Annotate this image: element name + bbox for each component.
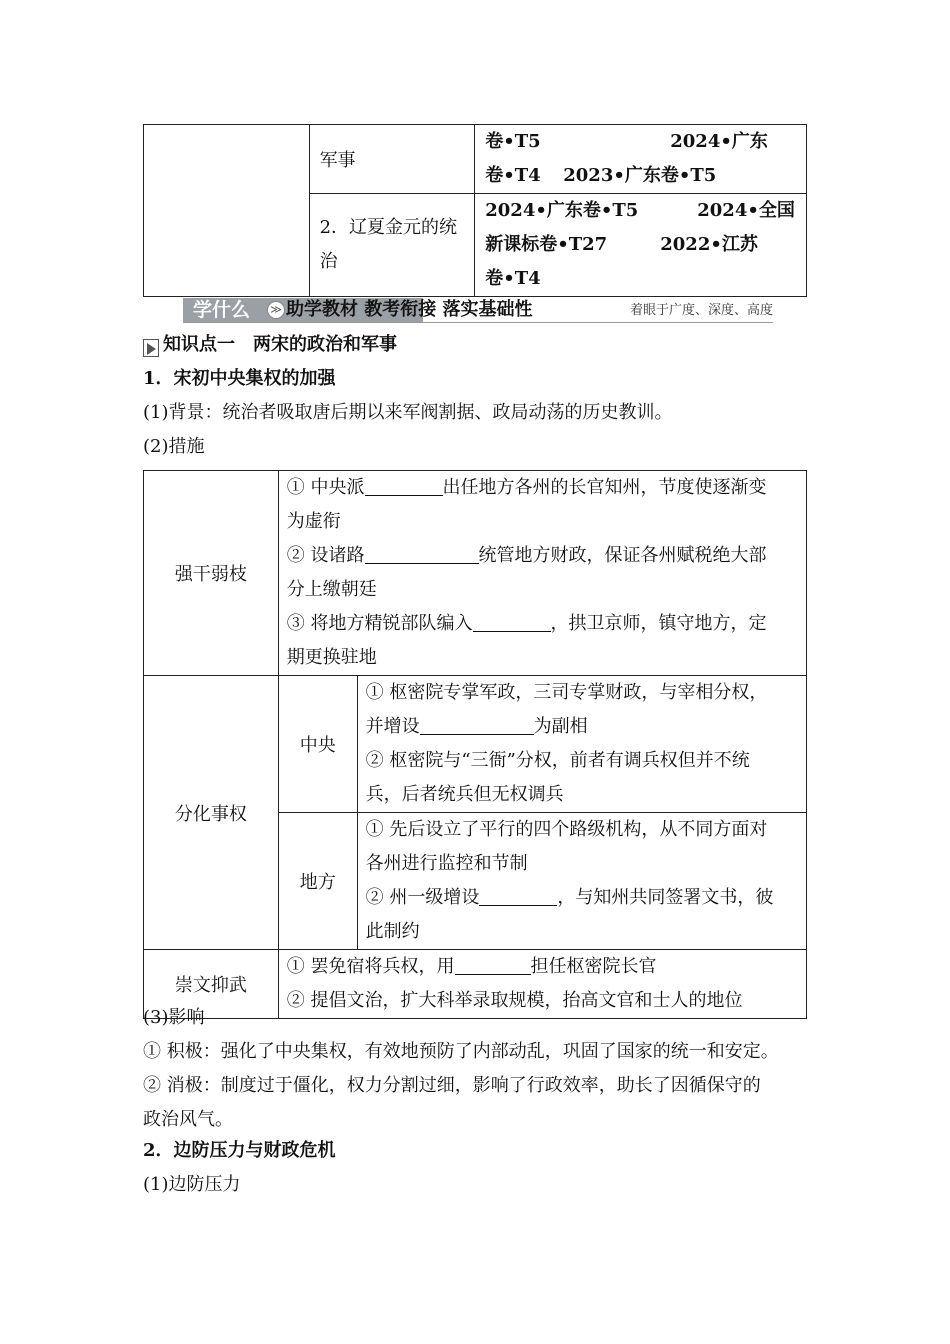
- exam-text: 2024•广东卷•T5: [485, 200, 639, 221]
- content-text: 为副相: [533, 716, 588, 737]
- topic-text: 2．辽夏金元的统: [319, 217, 458, 238]
- background-paragraph: [143, 396, 807, 430]
- exam-reference-table: [143, 124, 807, 297]
- exam-text: 新课标卷•T27: [485, 234, 608, 255]
- exam-text: 卷•T5: [485, 131, 541, 152]
- content-text: 兵，后者统兵但无权调兵: [365, 784, 564, 805]
- content-text: ③ 将地方精锐部队编入: [286, 613, 473, 634]
- sub-label: 地方: [299, 872, 336, 893]
- background-text: (1)背景：统治者吸取唐后期以来军阀割据、政局动荡的历史教训。: [143, 402, 673, 423]
- measures-label: (2)措施: [143, 436, 205, 457]
- sub-label-cell: [278, 813, 357, 950]
- banner-motto: 着眼于广度、深度、高度: [629, 303, 773, 318]
- content-text: ① 罢免宿将兵权，用: [286, 956, 455, 977]
- impact-label: (3)影响: [143, 1007, 205, 1028]
- double-chevron-icon: ≫: [267, 301, 285, 319]
- fill-blank: [365, 543, 479, 564]
- exam-text: 2022•江苏: [660, 234, 758, 255]
- play-triangle-icon: [143, 339, 159, 357]
- banner-description: 助学教材 教考衔接 落实基础性: [286, 299, 533, 320]
- section-title: [143, 328, 807, 362]
- exam-text: 卷•T4: [485, 268, 541, 289]
- content-text: 统管地方财政，保证各州赋税绝大部: [478, 545, 767, 566]
- content-text: 此制约: [365, 921, 420, 942]
- point-heading: 1．宋初中央集权的加强: [143, 368, 336, 389]
- sub-heading: (1)边防压力: [143, 1174, 241, 1195]
- measure-content-cell: [357, 676, 806, 813]
- fill-blank: [365, 475, 443, 496]
- impact-positive: ① 积极：强化了中央集权，有效地预防了内部动乱，巩固了国家的统一和安定。: [143, 1041, 779, 1062]
- point-heading: 2．边防压力与财政危机: [143, 1140, 336, 1161]
- exam-cell: [475, 194, 807, 297]
- measure-label: 崇文抑武: [174, 975, 247, 996]
- content-text: ① 中央派: [286, 477, 365, 498]
- exam-text: 卷•T4: [485, 165, 541, 186]
- content-text: ，拱卫京师，镇守地方，定: [550, 613, 767, 634]
- banner-tag: 学什么: [193, 299, 251, 321]
- measure-label-cell: [144, 676, 279, 950]
- content-text: ② 设诸路: [286, 545, 365, 566]
- topic-text: 军事: [319, 150, 356, 171]
- measures-table: [143, 470, 807, 1019]
- content-text: ① 枢密院专掌军政，三司专掌财政，与宰相分权，: [365, 682, 768, 703]
- topic-text: 治: [319, 251, 338, 272]
- content-text: ② 州一级增设: [365, 887, 480, 908]
- content-text: 期更换驻地: [286, 647, 377, 668]
- impact-negative-line: 政治风气。: [143, 1109, 233, 1130]
- measure-label: 强干弱枝: [174, 564, 247, 585]
- fill-blank: [473, 611, 551, 632]
- measure-label-cell: [144, 471, 279, 676]
- content-text: 各州进行监控和节制: [365, 853, 528, 874]
- exam-text: 2024•广东: [670, 131, 768, 152]
- sub-label-cell: [278, 676, 357, 813]
- impact-negative: [143, 1069, 807, 1137]
- content-text: ② 提倡文治，扩大科举录取规模，抬高文官和士人的地位: [286, 990, 743, 1011]
- fill-blank: [455, 954, 531, 975]
- impact-negative-line: ② 消极：制度过于僵化，权力分割过细，影响了行政效率，助长了因循保守的: [143, 1075, 761, 1096]
- content-text: 担任枢密院长官: [530, 956, 657, 977]
- exam-cell: [475, 125, 807, 194]
- empty-topic-cell: [144, 125, 310, 297]
- content-text: ，与知州共同签署文书，彼: [557, 887, 774, 908]
- content-text: 出任地方各州的长官知州，节度使逐渐变: [442, 477, 767, 498]
- content-text: 分上缴朝廷: [286, 579, 377, 600]
- topic-cell: [309, 194, 475, 297]
- content-text: ② 枢密院与“三衙”分权，前者有调兵权但并不统: [365, 750, 750, 771]
- content-text: 并增设: [365, 716, 420, 737]
- section-banner: [143, 295, 773, 325]
- measure-content-cell: [357, 813, 806, 950]
- sub-label: 中央: [299, 735, 336, 756]
- exam-text: 2023•广东卷•T5: [563, 165, 717, 186]
- content-text: 为虚衔: [286, 511, 341, 532]
- topic-cell: [309, 125, 475, 194]
- exam-text: 2024•全国: [697, 200, 795, 221]
- banner-rule: [183, 322, 773, 323]
- measure-content-cell: [278, 471, 806, 676]
- fill-blank: [420, 714, 534, 735]
- content-text: ① 先后设立了平行的四个路级机构，从不同方面对: [365, 819, 768, 840]
- fill-blank: [479, 885, 557, 906]
- section-title-text: 知识点一 两宋的政治和军事: [163, 334, 397, 355]
- measure-label: 分化事权: [174, 803, 247, 825]
